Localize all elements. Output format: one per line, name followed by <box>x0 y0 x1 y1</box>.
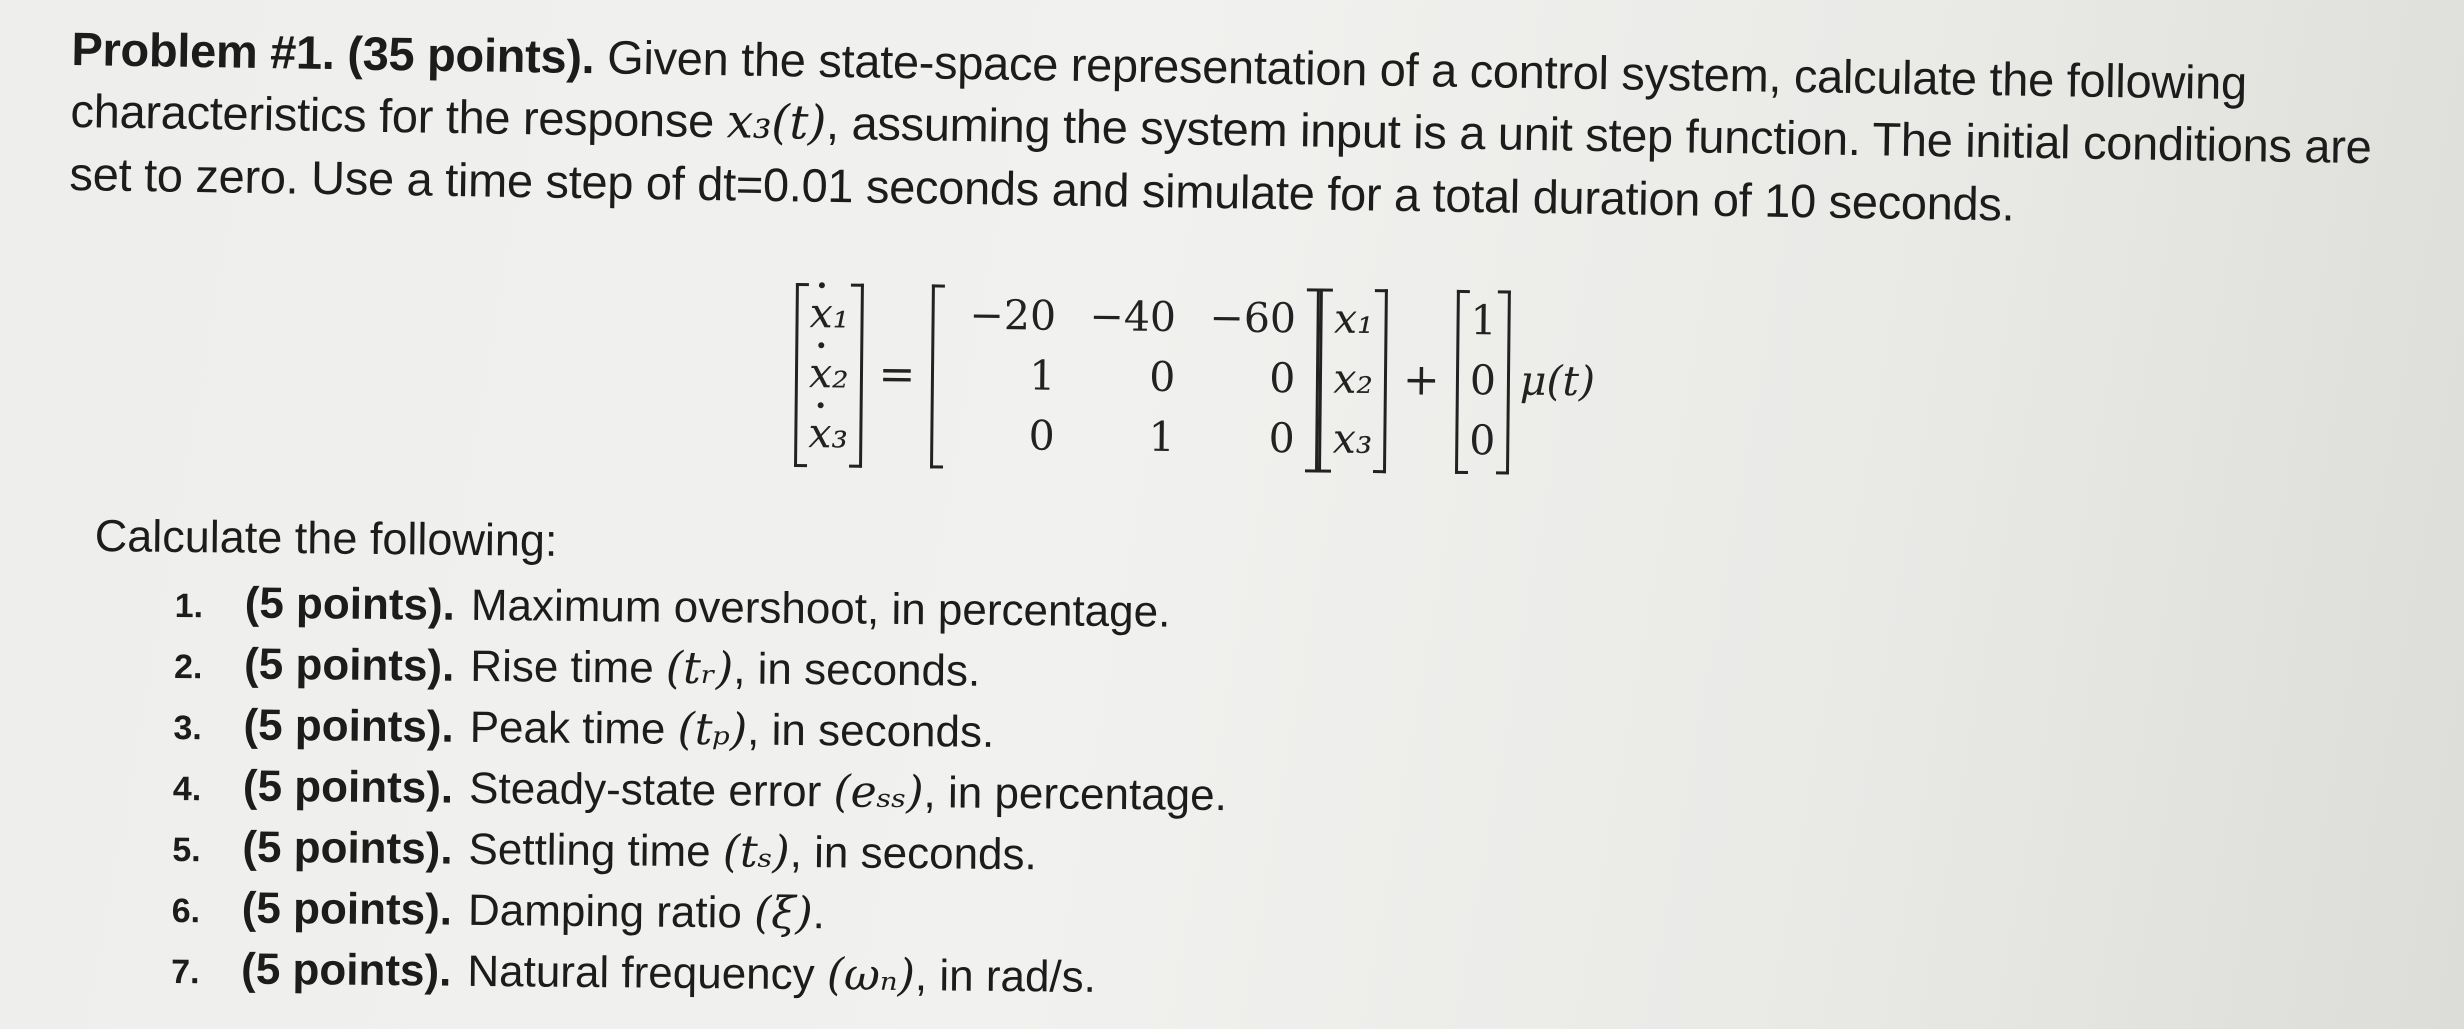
a-21: 1 <box>1029 351 1056 400</box>
state-space-equation <box>794 278 1596 476</box>
item-text: Rise time <box>470 641 654 693</box>
item-number: 5. <box>172 830 201 870</box>
item-text: Natural frequency <box>467 946 815 1000</box>
item-text-after: , in percentage. <box>923 768 1228 821</box>
x3: x₃ <box>1332 414 1373 464</box>
a-32: 1 <box>1148 412 1176 461</box>
item-math: (tₛ) <box>722 826 790 878</box>
item-text: Damping ratio <box>467 885 743 938</box>
equals-sign: = <box>878 348 916 400</box>
item-points: (5 points). <box>243 639 455 691</box>
item-number: 4. <box>172 769 202 809</box>
x1: x₁ <box>1333 294 1374 344</box>
problem-text-a: Given the state-space representation of a control system, calculate the following characteristics for the response <box>70 30 2248 148</box>
a-13: −60 <box>1209 293 1297 343</box>
a-11: −20 <box>969 290 1057 340</box>
item-text-after: , in seconds. <box>746 705 995 757</box>
item-points: (5 points). <box>242 761 454 813</box>
item-text-after: , in seconds. <box>789 827 1037 880</box>
item-number: 7. <box>170 952 200 992</box>
a-22: 0 <box>1149 352 1176 401</box>
problem-heading: Problem #1. (35 points). <box>71 21 595 84</box>
b-1: 1 <box>1470 296 1497 345</box>
a-33: 0 <box>1268 413 1296 463</box>
input-function: μ(t) <box>1519 356 1596 406</box>
item-points: (5 points). <box>244 578 456 630</box>
item-text-after: . <box>812 889 826 939</box>
item-number: 6. <box>171 891 201 931</box>
problem-text-b: , assuming the system input is a unit step function. The initial conditions are set to zero. Use a time step of dt=0.01 seconds and simulate for a total duration of 10 seconds. <box>69 95 2372 231</box>
x1-dot: x₁ <box>809 284 849 342</box>
state-derivative-vector <box>794 283 863 464</box>
b-3: 0 <box>1468 416 1496 465</box>
item-math: (tᵣ) <box>665 642 734 695</box>
b-2: 0 <box>1469 356 1497 405</box>
item-text: Settling time <box>468 824 711 877</box>
item-points: (5 points). <box>240 944 452 996</box>
item-number: 3. <box>173 708 203 748</box>
item-text: Steady-state error <box>468 763 822 817</box>
item-math: (ξ) <box>753 887 813 940</box>
x2-dot: x₂ <box>809 344 849 402</box>
item-text: Peak time <box>469 702 666 754</box>
item-math: (eₛₛ) <box>833 766 924 819</box>
state-vector <box>1318 288 1387 469</box>
item-points: (5 points). <box>243 700 454 752</box>
response-variable: x₃(t) <box>726 94 827 151</box>
item-math: (tₚ) <box>677 703 748 756</box>
plus-sign: + <box>1402 353 1441 406</box>
x2: x₂ <box>1333 354 1374 404</box>
item-number: 1. <box>174 586 204 626</box>
calculate-heading: Calculate the following: <box>94 510 558 566</box>
questions-list <box>171 572 1475 1011</box>
x3-dot: x₃ <box>808 404 848 462</box>
problem-statement <box>69 18 2392 241</box>
a-23: 0 <box>1269 353 1296 403</box>
list-item <box>171 938 1472 1011</box>
item-text-after: , in seconds. <box>732 644 981 696</box>
item-text-after: , in rad/s. <box>914 951 1097 1002</box>
item-math: (ωₙ) <box>826 949 916 1002</box>
item-number: 2. <box>173 647 203 687</box>
item-text: Maximum overshoot, in percentage. <box>470 580 1171 637</box>
item-points: (5 points). <box>242 822 453 874</box>
system-matrix-a <box>930 284 1320 468</box>
a-12: −40 <box>1089 292 1177 341</box>
input-matrix-b <box>1455 290 1511 471</box>
item-points: (5 points). <box>241 883 453 935</box>
a-31: 0 <box>1028 411 1056 460</box>
